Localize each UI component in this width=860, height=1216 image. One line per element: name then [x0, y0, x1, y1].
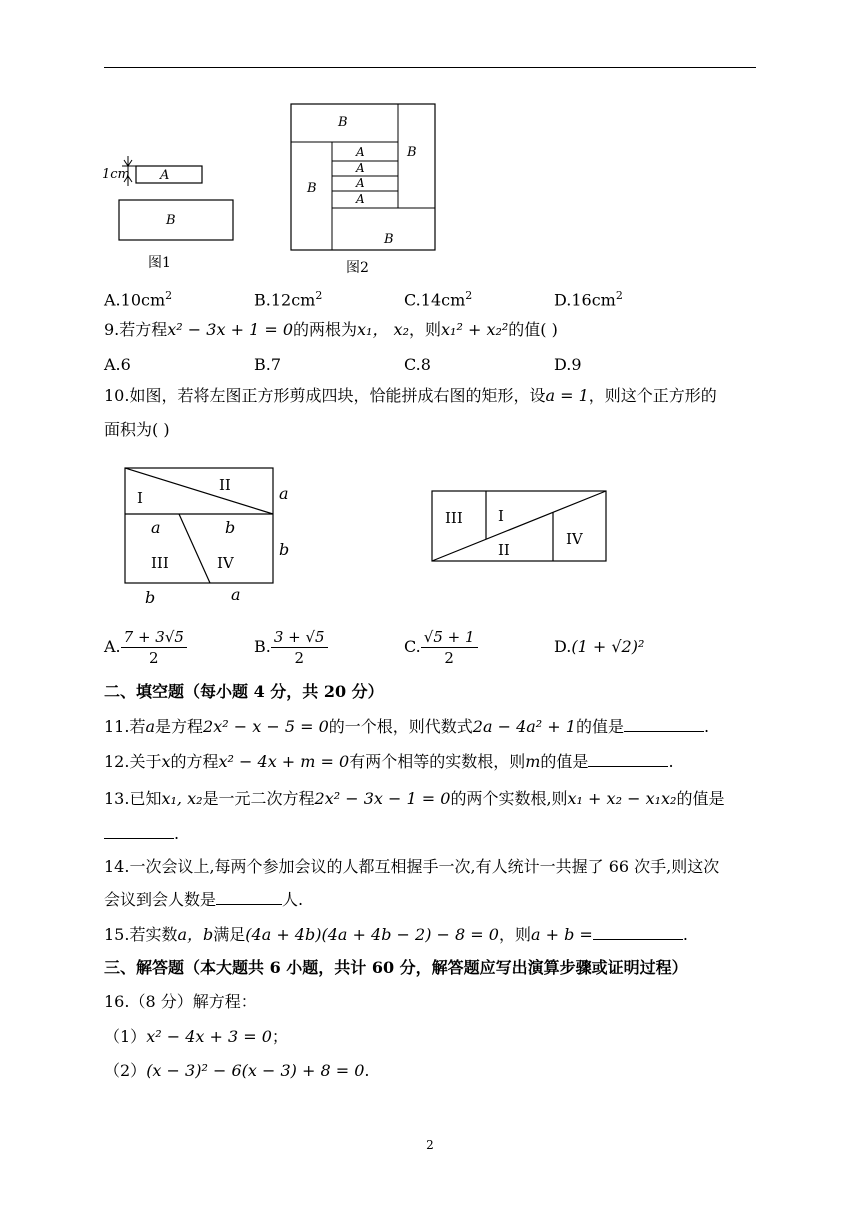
question-16-part1: （1）x² − 4x + 3 = 0； — [104, 1027, 288, 1046]
q8-option-b: $B.12cm^2$ — [254, 289, 323, 310]
q10-option-d: D.(1 + √2)² — [554, 637, 645, 656]
fig3l-label-i: I — [137, 489, 143, 507]
question-16-part2: （2）(x − 3)² − 6(x − 3) + 8 = 0. — [104, 1061, 370, 1080]
q9-option-b: B.7 — [254, 355, 282, 374]
fig1-rect-b — [119, 200, 233, 240]
fig3r-label-ii: II — [498, 541, 510, 559]
fig2-label-a-4: A — [356, 192, 365, 206]
section-3-title: 三、解答题（本大题共 6 小题，共计 60 分，解答题应写出演算步骤或证明过程） — [104, 958, 688, 977]
fig1-label-b: B — [166, 213, 176, 228]
fig2-caption: 图2 — [346, 260, 369, 276]
q12-answer-blank[interactable] — [588, 750, 668, 767]
q13-answer-blank[interactable] — [104, 822, 174, 839]
fig2-label-b-bottom: B — [384, 232, 394, 247]
fig3l-label-ii: II — [219, 476, 231, 494]
header-rule — [104, 67, 756, 68]
fig2-label-b-right: B — [407, 145, 417, 160]
question-14-line1: 14.一次会议上,每两个参加会议的人都互相握手一次,有人统计一共握了 66 次手,则这次 — [104, 857, 720, 876]
question-10-line2: 面积为( ) — [104, 420, 170, 439]
section-2-title: 二、填空题（每小题 4 分，共 20 分） — [104, 682, 384, 701]
fig3r-label-i: I — [498, 507, 504, 525]
fig3r-label-iii: III — [445, 509, 463, 527]
q8-option-c: $C.14cm^2$ — [404, 289, 473, 310]
q9-option-d: D.9 — [554, 355, 582, 374]
figure-3-right — [425, 485, 615, 570]
fig1-caption: 图1 — [148, 255, 171, 271]
question-9: 9.若方程x² − 3x + 1 = 0的两根为x₁， x₂，则x₁² + x₂²的值( ) — [104, 320, 558, 339]
question-13: 13.已知x₁, x₂是一元二次方程2x² − 3x − 1 = 0的两个实数根,则x₁ + x₂ − x₁x₂的值是 — [104, 789, 725, 808]
question-14-line2: 会议到会人数是 人. — [104, 890, 304, 909]
fig1-dim-label: 1cm — [102, 167, 130, 182]
q10-option-b: B. $\frac{3 + √5}{2}$ — [254, 625, 328, 669]
figure-1 — [100, 150, 270, 275]
q9-option-c: C.8 — [404, 355, 431, 374]
q9-option-a: A.6 — [104, 355, 131, 374]
figure-2 — [280, 100, 450, 278]
q15-answer-blank[interactable] — [593, 923, 683, 940]
question-11: 11.若a是方程2x² − x − 5 = 0的一个根，则代数式2a − 4a² + 1的值是 . — [104, 717, 710, 736]
question-13-blank-line: . — [104, 822, 179, 846]
figure-3-left — [115, 462, 315, 610]
question-10-line1: 10.如图，若将左图正方形剪成四块，恰能拼成右图的矩形，设a = 1，则这个正方形的 — [104, 386, 717, 405]
fig2-label-a-3: A — [356, 176, 365, 190]
fig3l-label-a-right: a — [279, 484, 289, 503]
fig2-label-a-2: A — [356, 161, 365, 175]
q10-option-a: A. $\frac{7 + 3√5}{2}$ — [104, 625, 187, 669]
fig1-label-a: A — [160, 168, 170, 183]
q10-option-c: C. $\frac{√5 + 1}{2}$ — [404, 625, 478, 669]
question-15: 15.若实数a，b满足(4a + 4b)(4a + 4b − 2) − 8 = 0，则a + b = . — [104, 925, 688, 944]
q8-option-a: $A.10cm^2$ — [104, 289, 173, 310]
fig2-label-b-left: B — [307, 181, 317, 196]
fig3l-label-iv: IV — [217, 554, 234, 572]
fig2-label-b-top: B — [338, 115, 348, 130]
fig3l-label-b-right: b — [279, 540, 290, 559]
q8-option-d: $D.16cm^2$ — [554, 289, 623, 310]
fig3l-label-a-in: a — [151, 518, 161, 537]
question-16-title: 16.（8 分）解方程： — [104, 992, 257, 1011]
fig3r-label-iv: IV — [566, 530, 583, 548]
page-number: 2 — [426, 1138, 434, 1152]
question-12: 12.关于x的方程x² − 4x + m = 0有两个相等的实数根，则m的值是 . — [104, 752, 674, 771]
fig3l-label-a-bottom: a — [231, 585, 241, 604]
fig2-label-a-1: A — [356, 145, 365, 159]
q11-answer-blank[interactable] — [624, 715, 704, 732]
fig3l-label-b-in: b — [225, 518, 236, 537]
q14-answer-blank[interactable] — [216, 888, 282, 905]
fig3l-label-iii: III — [151, 554, 169, 572]
fig3l-label-b-bottom: b — [145, 588, 156, 607]
